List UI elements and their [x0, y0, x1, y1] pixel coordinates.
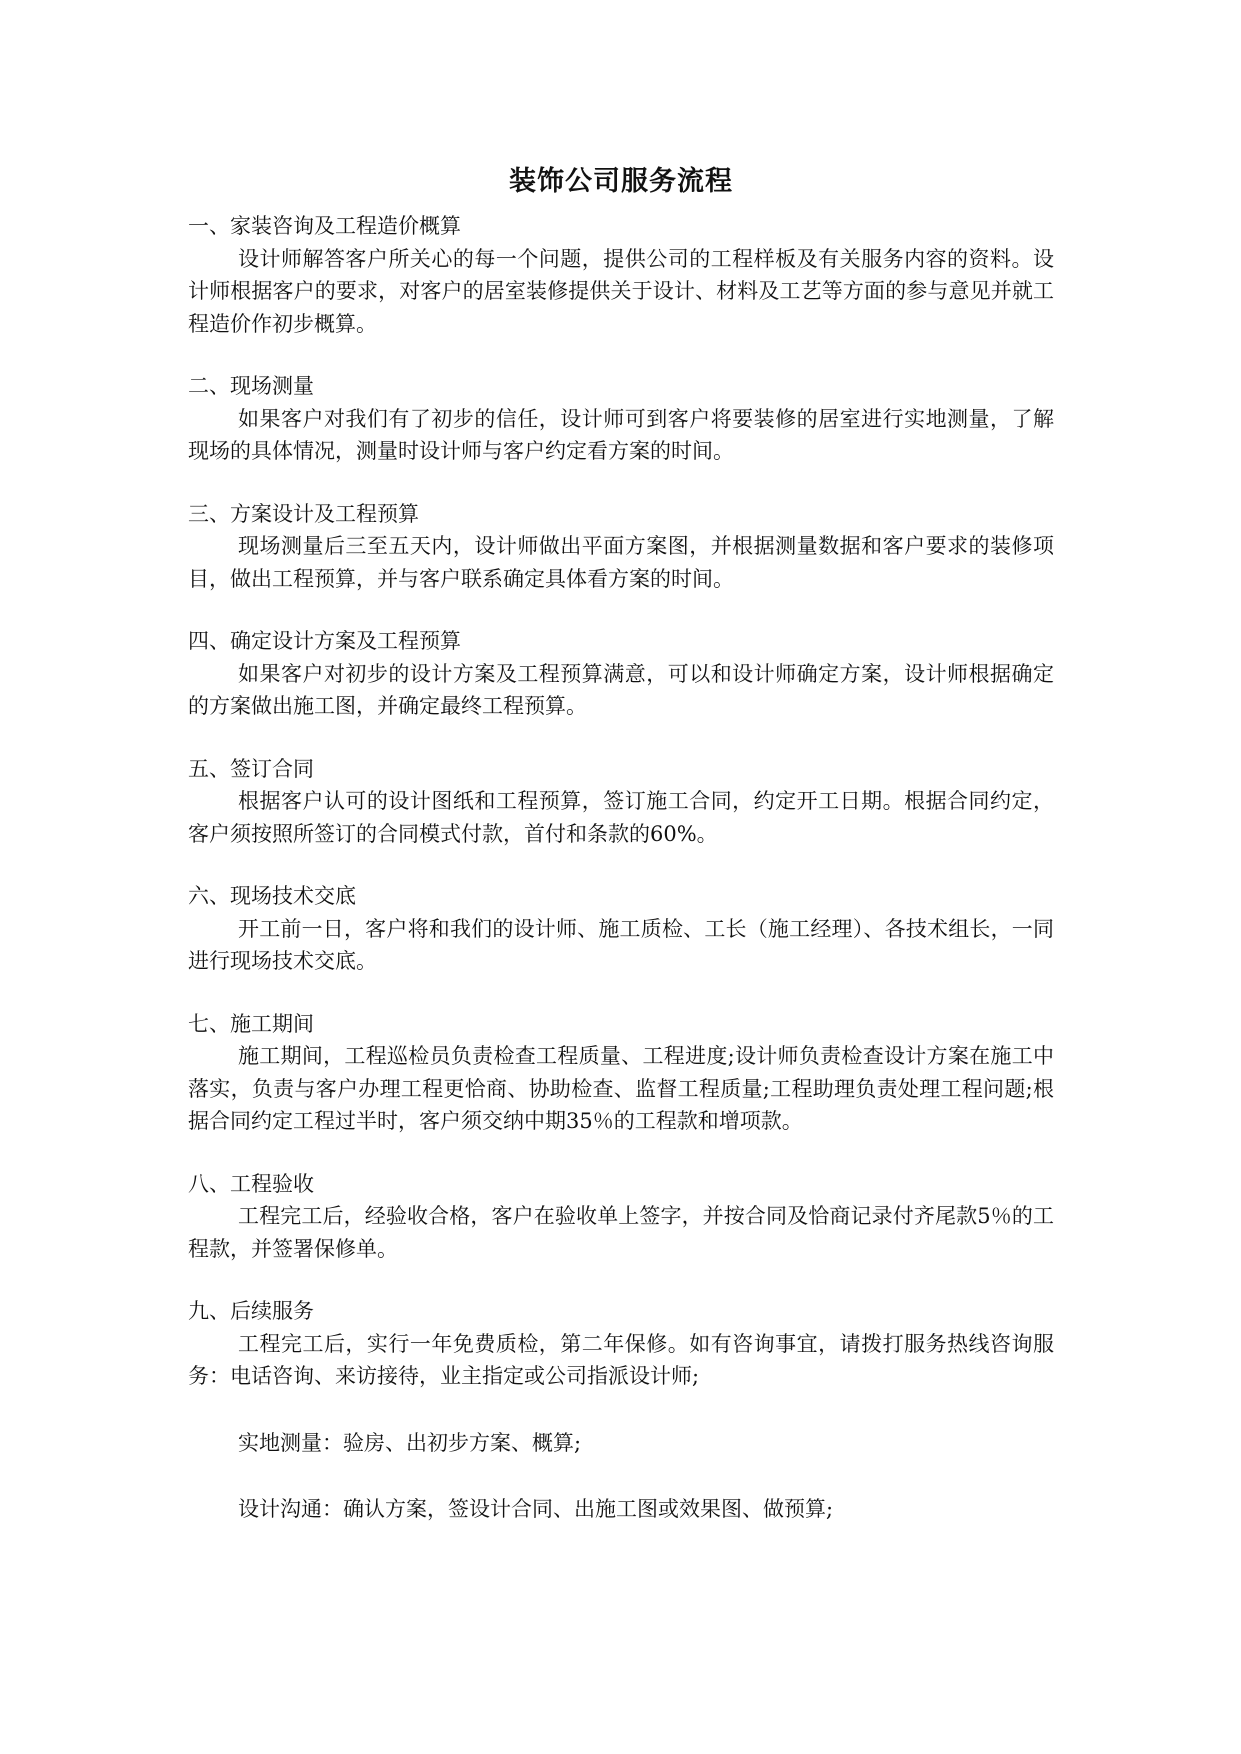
section-body: 施工期间，工程巡检员负责检查工程质量、工程进度;设计师负责检查设计方案在施工中落实，负责与客户办理工程更恰商、协助检查、监督工程质量;工程助理负责处理工程问题;根据合同约定工程过半时，客户须交纳中期35％的工程款和增项款。: [188, 1044, 1054, 1133]
section-3: [188, 498, 1054, 596]
section-9: [188, 1295, 1054, 1393]
section-4: [188, 625, 1054, 723]
section-heading: 九、后续服务: [188, 1299, 314, 1323]
service-line-design: 设计沟通：确认方案，签设计合同、出施工图或效果图、做预算;: [238, 1497, 834, 1521]
section-2: [188, 370, 1054, 468]
section-body: 如果客户对初步的设计方案及工程预算满意，可以和设计师确定方案，设计师根据确定的方案做出施工图，并确定最终工程预算。: [188, 661, 1054, 718]
section-6: [188, 880, 1054, 978]
section-body: 开工前一日，客户将和我们的设计师、施工质检、工长（施工经理）、各技术组长，一同进行现场技术交底。: [188, 916, 1054, 973]
section-heading: 八、工程验收: [188, 1171, 314, 1196]
service-line-survey: 实地测量：验房、出初步方案、概算;: [238, 1430, 582, 1455]
section-heading: 七、施工期间: [188, 1011, 314, 1036]
section-heading: 四、确定设计方案及工程预算: [188, 629, 461, 653]
section-7: [188, 1008, 1054, 1138]
section-body: 现场测量后三至五天内，设计师做出平面方案图，并根据测量数据和客户要求的装修项目，做出工程预算，并与客户联系确定具体看方案的时间。: [188, 534, 1054, 591]
section-1: [188, 210, 1054, 340]
section-heading: 五、签订合同: [188, 756, 314, 781]
section-8: [188, 1168, 1054, 1266]
section-body: 如果客户对我们有了初步的信任，设计师可到客户将要装修的居室进行实地测量，了解现场的具体情况，测量时设计师与客户约定看方案的时间。: [188, 406, 1054, 463]
section-heading: 三、方案设计及工程预算: [188, 501, 419, 526]
section-5: [188, 753, 1054, 851]
section-body: 根据客户认可的设计图纸和工程预算，签订施工合同，约定开工日期。根据合同约定，客户须按照所签订的合同模式付款，首付和条款的60%。: [188, 789, 1054, 846]
section-body: 设计师解答客户所关心的每一个问题，提供公司的工程样板及有关服务内容的资料。设计师根据客户的要求，对客户的居室装修提供关于设计、材料及工艺等方面的参与意见并就工程造价作初步概算。: [188, 246, 1054, 336]
section-body: 工程完工后，实行一年免费质检，第二年保修。如有咨询事宜，请拨打服务热线咨询服务：电话咨询、来访接待，业主指定或公司指派设计师;: [188, 1331, 1054, 1388]
section-heading: 六、现场技术交底: [188, 884, 356, 908]
section-body: 工程完工后，经验收合格，客户在验收单上签字，并按合同及恰商记录付齐尾款5％的工程款，并签署保修单。: [188, 1204, 1054, 1261]
document-page: [188, 160, 1054, 1526]
section-heading: 一、家装咨询及工程造价概算: [188, 214, 461, 238]
document-title: 装饰公司服务流程: [509, 166, 733, 197]
section-heading: 二、现场测量: [188, 374, 314, 398]
